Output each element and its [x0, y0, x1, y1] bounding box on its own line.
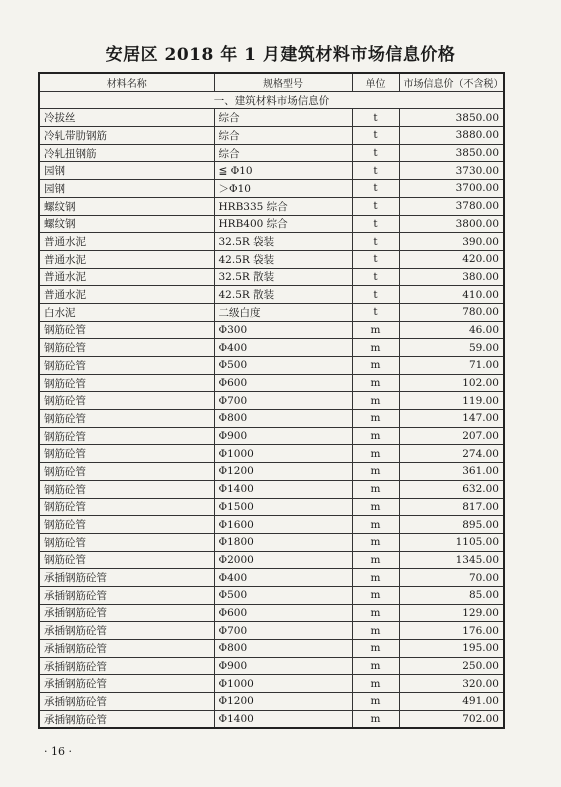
spec-cell: 32.5R 袋装	[214, 233, 352, 251]
material-name-cell: 承插钢筋砼管	[39, 640, 214, 658]
price-cell: 410.00	[399, 286, 504, 304]
price-cell: 147.00	[399, 410, 504, 428]
price-cell: 780.00	[399, 303, 504, 321]
material-name-cell: 螺纹钢	[39, 215, 214, 233]
material-name-cell: 承插钢筋砼管	[39, 604, 214, 622]
page-number: · 16 ·	[44, 745, 72, 758]
header-spec: 规格型号	[214, 73, 352, 91]
header-row	[39, 73, 504, 91]
table-row	[39, 604, 504, 622]
unit-cell: m	[352, 392, 399, 410]
material-name-cell: 承插钢筋砼管	[39, 710, 214, 728]
unit-cell: t	[352, 197, 399, 215]
table-row	[39, 480, 504, 498]
unit-cell: m	[352, 586, 399, 604]
material-name-cell: 普通水泥	[39, 286, 214, 304]
table-row	[39, 569, 504, 587]
price-cell: 3700.00	[399, 180, 504, 198]
spec-cell: Φ500	[214, 357, 352, 375]
material-name-cell: 普通水泥	[39, 250, 214, 268]
table-row	[39, 445, 504, 463]
table-row	[39, 392, 504, 410]
price-cell: 102.00	[399, 374, 504, 392]
spec-cell: HRB400 综合	[214, 215, 352, 233]
price-cell: 3730.00	[399, 162, 504, 180]
price-cell: 702.00	[399, 710, 504, 728]
unit-cell: m	[352, 710, 399, 728]
material-name-cell: 普通水泥	[39, 233, 214, 251]
table-row	[39, 162, 504, 180]
unit-cell: t	[352, 144, 399, 162]
material-name-cell: 钢筋砼管	[39, 445, 214, 463]
unit-cell: m	[352, 604, 399, 622]
price-cell: 46.00	[399, 321, 504, 339]
price-cell: 3780.00	[399, 197, 504, 215]
price-cell: 3880.00	[399, 127, 504, 145]
price-cell: 3850.00	[399, 109, 504, 127]
table-row	[39, 268, 504, 286]
spec-cell: Φ600	[214, 604, 352, 622]
material-name-cell: 白水泥	[39, 303, 214, 321]
spec-cell: Φ700	[214, 392, 352, 410]
material-name-cell: 钢筋砼管	[39, 339, 214, 357]
spec-cell: Φ400	[214, 569, 352, 587]
unit-cell: m	[352, 693, 399, 711]
spec-cell: Φ1200	[214, 693, 352, 711]
unit-cell: t	[352, 250, 399, 268]
price-cell: 380.00	[399, 268, 504, 286]
unit-cell: m	[352, 640, 399, 658]
spec-cell: Φ600	[214, 374, 352, 392]
page-title: 安居区 2018 年 1 月建筑材料市场信息价格	[105, 45, 456, 65]
table-row	[39, 498, 504, 516]
material-name-cell: 园钢	[39, 162, 214, 180]
material-name-cell: 钢筋砼管	[39, 410, 214, 428]
spec-cell: 42.5R 袋装	[214, 250, 352, 268]
material-name-cell: 钢筋砼管	[39, 427, 214, 445]
unit-cell: m	[352, 321, 399, 339]
table-row	[39, 551, 504, 569]
header-unit: 单位	[352, 73, 399, 91]
unit-cell: t	[352, 180, 399, 198]
table-row	[39, 339, 504, 357]
material-name-cell: 钢筋砼管	[39, 498, 214, 516]
table-row	[39, 286, 504, 304]
price-cell: 320.00	[399, 675, 504, 693]
table-row	[39, 463, 504, 481]
material-name-cell: 钢筋砼管	[39, 533, 214, 551]
price-cell: 361.00	[399, 463, 504, 481]
unit-cell: m	[352, 622, 399, 640]
price-cell: 59.00	[399, 339, 504, 357]
material-name-cell: 螺纹钢	[39, 197, 214, 215]
spec-cell: Φ300	[214, 321, 352, 339]
price-cell: 129.00	[399, 604, 504, 622]
spec-cell: 综合	[214, 109, 352, 127]
material-name-cell: 承插钢筋砼管	[39, 622, 214, 640]
spec-cell: ＞Φ10	[214, 180, 352, 198]
material-name-cell: 钢筋砼管	[39, 357, 214, 375]
spec-cell: Φ700	[214, 622, 352, 640]
unit-cell: m	[352, 339, 399, 357]
price-cell: 274.00	[399, 445, 504, 463]
header-material-name: 材料名称	[39, 73, 214, 91]
unit-cell: m	[352, 498, 399, 516]
spec-cell: Φ800	[214, 410, 352, 428]
table-row	[39, 215, 504, 233]
unit-cell: t	[352, 268, 399, 286]
material-name-cell: 承插钢筋砼管	[39, 586, 214, 604]
material-name-cell: 冷轧带肋钢筋	[39, 127, 214, 145]
section-label: 一、建筑材料市场信息价	[39, 91, 504, 109]
material-name-cell: 普通水泥	[39, 268, 214, 286]
unit-cell: t	[352, 303, 399, 321]
table-row	[39, 516, 504, 534]
price-cell: 71.00	[399, 357, 504, 375]
unit-cell: m	[352, 427, 399, 445]
table-row	[39, 622, 504, 640]
unit-cell: m	[352, 516, 399, 534]
table-row	[39, 657, 504, 675]
price-cell: 176.00	[399, 622, 504, 640]
spec-cell: Φ1400	[214, 710, 352, 728]
price-cell: 70.00	[399, 569, 504, 587]
price-cell: 420.00	[399, 250, 504, 268]
price-cell: 85.00	[399, 586, 504, 604]
unit-cell: t	[352, 109, 399, 127]
price-cell: 817.00	[399, 498, 504, 516]
table-row	[39, 640, 504, 658]
table-row	[39, 321, 504, 339]
price-cell: 1345.00	[399, 551, 504, 569]
spec-cell: Φ1500	[214, 498, 352, 516]
material-name-cell: 冷拔丝	[39, 109, 214, 127]
table-row	[39, 250, 504, 268]
table-row	[39, 410, 504, 428]
spec-cell: Φ1200	[214, 463, 352, 481]
price-cell: 3850.00	[399, 144, 504, 162]
price-cell: 390.00	[399, 233, 504, 251]
unit-cell: m	[352, 463, 399, 481]
table-row	[39, 127, 504, 145]
price-cell: 250.00	[399, 657, 504, 675]
price-cell: 207.00	[399, 427, 504, 445]
material-name-cell: 园钢	[39, 180, 214, 198]
table-row	[39, 180, 504, 198]
spec-cell: ≦ Φ10	[214, 162, 352, 180]
table-row	[39, 374, 504, 392]
price-table	[38, 72, 505, 729]
unit-cell: m	[352, 657, 399, 675]
table-row	[39, 303, 504, 321]
spec-cell: Φ1600	[214, 516, 352, 534]
table-row	[39, 586, 504, 604]
spec-cell: 综合	[214, 127, 352, 145]
unit-cell: t	[352, 286, 399, 304]
section-row	[39, 91, 504, 109]
table-row	[39, 197, 504, 215]
price-cell: 3800.00	[399, 215, 504, 233]
unit-cell: m	[352, 533, 399, 551]
unit-cell: m	[352, 445, 399, 463]
material-name-cell: 钢筋砼管	[39, 516, 214, 534]
price-cell: 632.00	[399, 480, 504, 498]
table-row	[39, 427, 504, 445]
table-row	[39, 357, 504, 375]
spec-cell: Φ1800	[214, 533, 352, 551]
table-row	[39, 233, 504, 251]
unit-cell: t	[352, 215, 399, 233]
spec-cell: Φ1400	[214, 480, 352, 498]
spec-cell: 42.5R 散装	[214, 286, 352, 304]
header-price: 市场信息价（不含税）	[399, 73, 504, 91]
spec-cell: Φ900	[214, 427, 352, 445]
unit-cell: t	[352, 162, 399, 180]
material-name-cell: 承插钢筋砼管	[39, 693, 214, 711]
spec-cell: Φ900	[214, 657, 352, 675]
price-cell: 491.00	[399, 693, 504, 711]
spec-cell: 32.5R 散装	[214, 268, 352, 286]
spec-cell: Φ500	[214, 586, 352, 604]
table-row	[39, 109, 504, 127]
material-name-cell: 承插钢筋砼管	[39, 675, 214, 693]
material-name-cell: 钢筋砼管	[39, 463, 214, 481]
spec-cell: Φ2000	[214, 551, 352, 569]
spec-cell: Φ400	[214, 339, 352, 357]
material-name-cell: 承插钢筋砼管	[39, 569, 214, 587]
unit-cell: m	[352, 675, 399, 693]
spec-cell: HRB335 综合	[214, 197, 352, 215]
unit-cell: m	[352, 410, 399, 428]
table-row	[39, 693, 504, 711]
table-row	[39, 675, 504, 693]
unit-cell: m	[352, 374, 399, 392]
unit-cell: m	[352, 480, 399, 498]
unit-cell: m	[352, 551, 399, 569]
spec-cell: 综合	[214, 144, 352, 162]
table-row	[39, 533, 504, 551]
material-name-cell: 冷轧扭钢筋	[39, 144, 214, 162]
spec-cell: Φ1000	[214, 445, 352, 463]
material-name-cell: 钢筋砼管	[39, 392, 214, 410]
table-row	[39, 710, 504, 728]
unit-cell: m	[352, 569, 399, 587]
spec-cell: 二级白度	[214, 303, 352, 321]
price-cell: 195.00	[399, 640, 504, 658]
unit-cell: m	[352, 357, 399, 375]
price-cell: 1105.00	[399, 533, 504, 551]
price-cell: 895.00	[399, 516, 504, 534]
material-name-cell: 钢筋砼管	[39, 480, 214, 498]
table-row	[39, 144, 504, 162]
material-name-cell: 承插钢筋砼管	[39, 657, 214, 675]
spec-cell: Φ1000	[214, 675, 352, 693]
material-name-cell: 钢筋砼管	[39, 551, 214, 569]
spec-cell: Φ800	[214, 640, 352, 658]
unit-cell: t	[352, 233, 399, 251]
material-name-cell: 钢筋砼管	[39, 374, 214, 392]
price-cell: 119.00	[399, 392, 504, 410]
material-name-cell: 钢筋砼管	[39, 321, 214, 339]
unit-cell: t	[352, 127, 399, 145]
